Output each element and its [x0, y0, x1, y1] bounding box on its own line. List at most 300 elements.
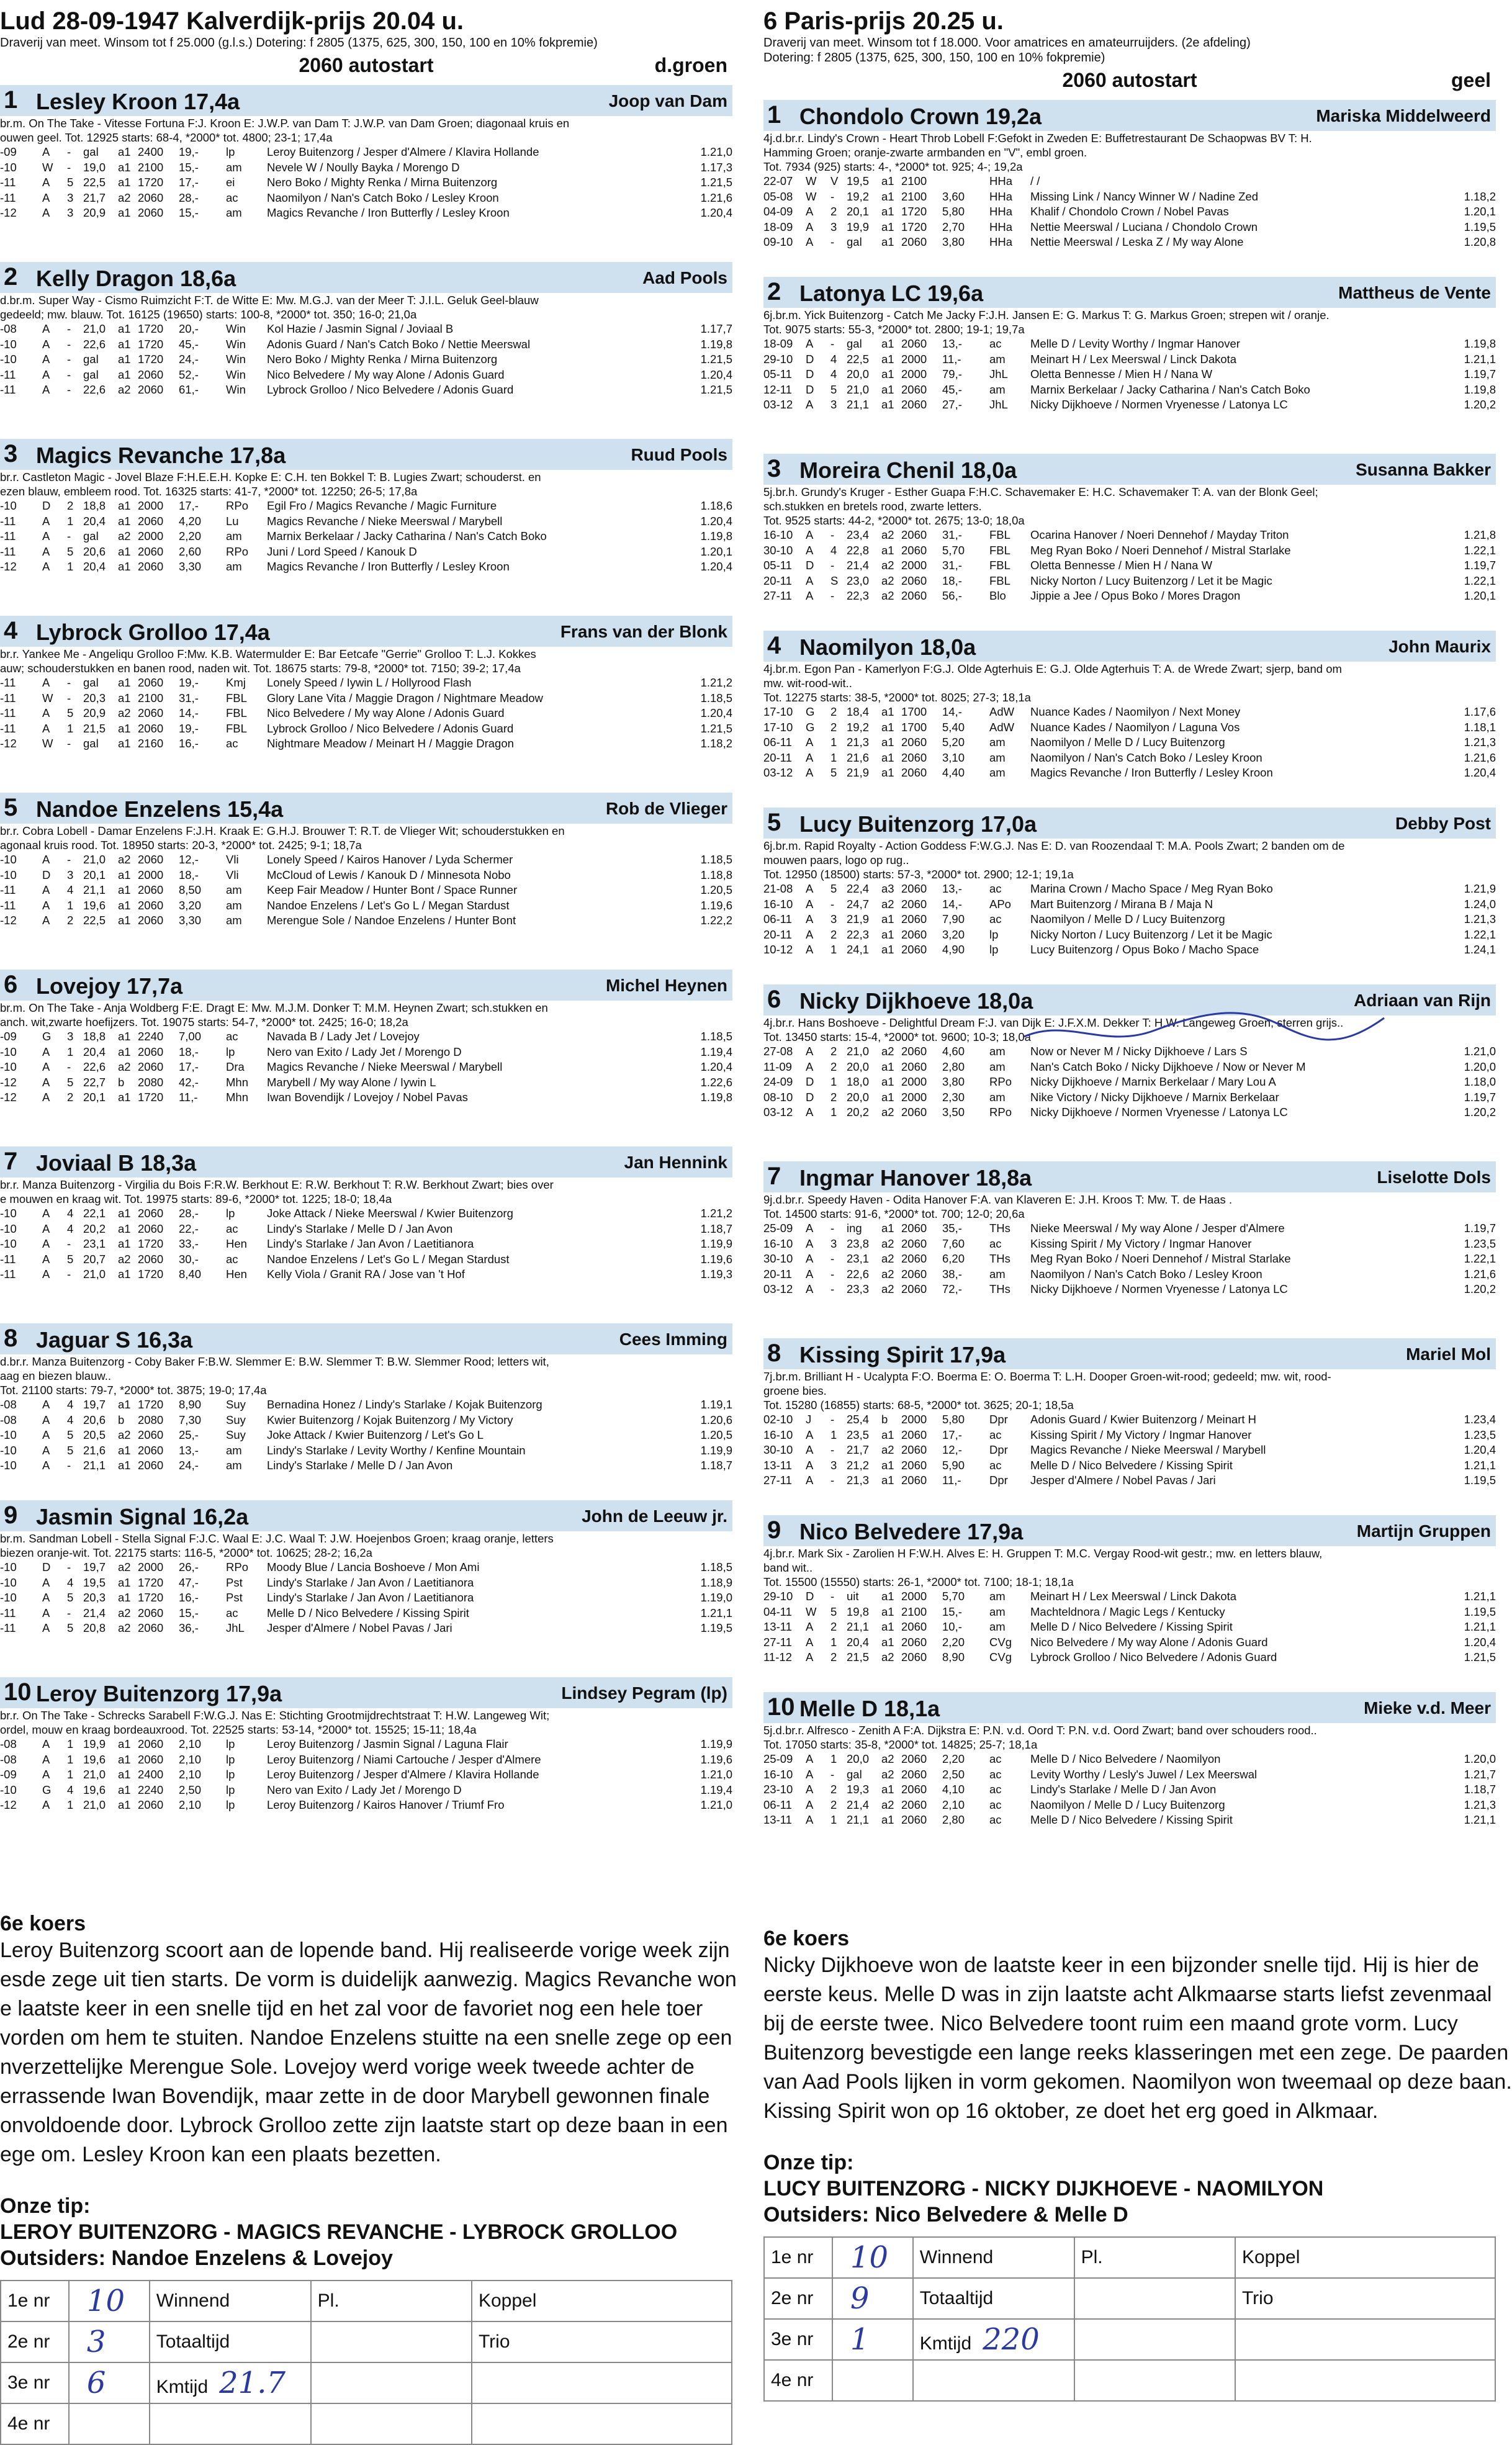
track: D [42, 1560, 51, 1574]
track: D [42, 499, 51, 512]
start-number: 1 [767, 101, 781, 128]
track: A [806, 1650, 814, 1664]
row-label: 2e nr [771, 2288, 814, 2308]
result-row [763, 336, 1496, 352]
time: 22,8 [847, 543, 870, 557]
result-row [0, 1428, 732, 1443]
form-cell[interactable] [764, 2360, 832, 2401]
odds: 15,- [179, 206, 199, 219]
place: - [830, 1222, 835, 1235]
result-row [0, 1236, 732, 1252]
distance: 2060 [138, 544, 164, 558]
result-row [0, 1222, 732, 1237]
race-date: -11 [0, 544, 16, 558]
form-cell[interactable] [1235, 2360, 1495, 2401]
time: 21,1 [847, 1813, 870, 1826]
driver: ac [226, 191, 238, 204]
driver: am [989, 766, 1006, 779]
place: - [67, 691, 71, 705]
finish-time: 1.23,4 [1464, 1413, 1496, 1426]
race-date: 16-10 [763, 1428, 793, 1441]
distance: 2060 [901, 1783, 927, 1796]
time: 19,6 [83, 1752, 106, 1766]
race-date: 27-08 [763, 1045, 793, 1058]
track: A [42, 1428, 50, 1441]
horse-info: band wit.. [763, 1561, 813, 1574]
track: A [42, 560, 50, 573]
horse-info: br.r. Manza Buitenzorg - Virgilia du Bois F:R.W. Berkhout E: R.W. Berkhout T: R.W. Berkhout Zwart; bies over [0, 1178, 554, 1191]
horse-info: anch. wit,zwarte hoefijzers. Tot. 19075 starts: 54-7, *2000* tot. 2425; 16-0; 18,2a [0, 1015, 408, 1029]
handwritten-number: 9 [850, 2281, 870, 2316]
track: A [42, 1045, 50, 1058]
track: D [806, 352, 814, 366]
result-row [0, 1621, 732, 1636]
race-date: 06-11 [763, 912, 792, 925]
distance: 1700 [901, 705, 927, 718]
time: 19,5 [847, 174, 870, 187]
place: 2 [830, 720, 837, 734]
result-row [0, 1413, 732, 1428]
form-cell[interactable] [1074, 2360, 1235, 2401]
odds: 4,60 [942, 1045, 965, 1058]
finish-time: 1.20,4 [1464, 766, 1496, 779]
result-row [763, 204, 1496, 220]
race-date: -10 [0, 1783, 17, 1796]
time: 22,6 [83, 383, 106, 396]
start-number: 1 [4, 86, 18, 114]
time: 21,3 [847, 1474, 870, 1487]
odds: 36,- [179, 1621, 199, 1634]
race-date: 20-11 [763, 750, 792, 764]
odds: 3,20 [179, 898, 202, 912]
form-cell[interactable] [150, 2362, 311, 2403]
start-mode: a1 [118, 1030, 131, 1043]
form-cell[interactable] [1235, 2278, 1495, 2319]
race-date: 16-10 [763, 528, 793, 541]
result-row [763, 235, 1496, 250]
result-row [763, 367, 1496, 382]
start-mode: a1 [118, 322, 131, 335]
odds: 4,10 [942, 1783, 965, 1796]
form-cell[interactable] [472, 2321, 732, 2362]
start-number: 3 [767, 455, 781, 482]
distance: 2060 [901, 1635, 927, 1649]
result: Marnix Berkelaar / Jacky Catharina / Nan's Catch Boko [1030, 382, 1310, 396]
driver: ac [226, 737, 238, 750]
horse-info: ordel, mouw en kraag bordeauxrood. Tot. 22525 starts: 53-14, *2000* tot. 15525; 15-11; 18,4a [0, 1723, 477, 1736]
race-conditions: Draverij van meet. Winsom tot f 18.000. Voor amatrices en amateurruijders. (2e afdeling) [763, 36, 1251, 50]
finish-time: 1.20,0 [1464, 1752, 1496, 1765]
result-row [763, 765, 1496, 781]
track: A [806, 1813, 814, 1826]
track: W [806, 174, 817, 187]
start-mode: a1 [118, 737, 131, 750]
result-row [763, 881, 1496, 897]
form-cell[interactable] [150, 2403, 311, 2444]
time: 20,1 [847, 205, 870, 218]
driver: Dpr [989, 1443, 1008, 1456]
preview-text: ege om. Lesley Kroon kan een plaats bezetten. [0, 2143, 441, 2166]
driver: ac [226, 1222, 238, 1235]
form-cell[interactable] [1, 2281, 69, 2321]
distance: 2060 [901, 1752, 927, 1765]
finish-time: 1.20,4 [700, 206, 732, 219]
result: Oletta Bennesse / Mien H / Nana W [1030, 559, 1213, 572]
distance: 2000 [901, 1075, 927, 1088]
finish-time: 1.19,5 [1464, 1605, 1496, 1618]
odds: 5,70 [942, 1590, 965, 1603]
form-cell[interactable] [69, 2321, 150, 2362]
trainer-name: Jan Hennink [624, 1153, 727, 1172]
time: 20,9 [83, 706, 106, 719]
row-label: 2e nr [7, 2331, 50, 2352]
form-cell[interactable] [1235, 2237, 1495, 2278]
form-cell[interactable] [150, 2281, 311, 2321]
track: A [42, 514, 50, 528]
trainer-name: Frans van der Blonk [560, 622, 727, 641]
time: 19,2 [847, 189, 870, 203]
track: A [806, 1620, 814, 1633]
driver: CVg [989, 1650, 1012, 1664]
time: 21,0 [83, 322, 106, 335]
bet-label: Kmtijd [919, 2333, 972, 2354]
track: A [806, 882, 814, 895]
result: Iwan Bovendijk / Lovejoy / Nobel Pavas [267, 1091, 468, 1104]
form-cell[interactable] [764, 2237, 832, 2278]
form-cell[interactable] [764, 2319, 832, 2360]
horse-header [0, 1500, 732, 1531]
form-cell[interactable] [472, 2362, 732, 2403]
result: Bernadina Honez / Lindy's Starlake / Kojak Buitenzorg [267, 1398, 542, 1411]
horse-entry [0, 85, 732, 257]
track: A [806, 1267, 814, 1281]
finish-time: 1.18,5 [700, 1560, 732, 1574]
finish-time: 1.20,8 [1464, 235, 1496, 248]
finish-time: 1.20,1 [1464, 589, 1496, 602]
horse-name: Latonya LC 19,6a [799, 281, 984, 306]
time: 21,9 [847, 912, 870, 925]
form-cell[interactable] [69, 2403, 150, 2444]
track: A [806, 1045, 814, 1058]
race-date: -12 [0, 737, 17, 750]
horse-header [763, 1161, 1496, 1192]
distance: 2060 [138, 1798, 164, 1811]
race-date: -12 [0, 1091, 17, 1104]
race-conditions: Draverij van meet. Winsom tot f 25.000 (g.l.s.) Dotering: f 2805 (1375, 625, 300, 150, 100 en 10% fokpremie) [0, 36, 598, 50]
start-mode: a1 [118, 176, 131, 189]
horse-info: Tot. 21100 starts: 79-7, *2000* tot. 3875; 19-0; 17,4a [0, 1384, 267, 1397]
form-cell[interactable] [311, 2362, 472, 2403]
time: 19,9 [847, 220, 870, 233]
place: - [830, 1590, 835, 1603]
place: - [830, 1443, 835, 1456]
place: 2 [67, 499, 74, 512]
horse-name: Joviaal B 18,3a [36, 1150, 197, 1176]
result: Ocarina Hanover / Noeri Dennehof / Mayday Triton [1030, 528, 1289, 541]
race-date: 30-10 [763, 1443, 793, 1456]
result-row [763, 1458, 1496, 1474]
finish-time: 1.24,1 [1464, 943, 1496, 956]
result: Magics Revanche / Nieke Meerswal / Marybell [1030, 1443, 1266, 1456]
finish-time: 1.21,0 [1464, 1045, 1496, 1058]
driver: FBL [226, 691, 247, 705]
start-mode: a1 [881, 1060, 894, 1073]
form-cell[interactable] [69, 2281, 150, 2321]
start-mode: a2 [881, 897, 894, 911]
form-cell[interactable] [832, 2237, 913, 2278]
distance: 2060 [901, 543, 927, 557]
form-cell[interactable] [913, 2319, 1074, 2360]
form-cell[interactable] [913, 2278, 1074, 2319]
driver: lp [226, 145, 235, 158]
race-conditions: Dotering: f 2805 (1375, 625, 300, 150, 100 en 10% fokpremie) [763, 51, 1105, 65]
result-row [0, 913, 732, 929]
finish-time [1440, 174, 1496, 189]
result-row [763, 897, 1496, 912]
time: 18,4 [847, 705, 870, 718]
place: 3 [830, 912, 837, 925]
distance: 2060 [138, 1222, 164, 1235]
distance: 2060 [901, 1443, 927, 1456]
place: - [830, 1474, 835, 1487]
form-cell[interactable] [311, 2281, 472, 2321]
result: Navada B / Lady Jet / Lovejoy [267, 1030, 420, 1043]
time: 23,8 [847, 1236, 870, 1250]
odds: 2,20 [942, 1752, 965, 1765]
driver: Pst [226, 1591, 243, 1604]
race-date: -11 [0, 706, 16, 719]
driver: ac [989, 1458, 1002, 1472]
track: A [806, 398, 814, 411]
time: 20,9 [83, 206, 106, 219]
distance: 2060 [901, 382, 927, 396]
driver: Suy [226, 1398, 246, 1411]
track: A [42, 1060, 50, 1073]
horse-name: Ingmar Hanover 18,8a [799, 1165, 1032, 1191]
place: 5 [67, 176, 74, 189]
driver: am [989, 750, 1006, 764]
result-row [763, 1074, 1496, 1090]
odds: 42,- [179, 1075, 199, 1089]
form-cell[interactable] [1, 2321, 69, 2362]
form-cell[interactable] [764, 2278, 832, 2319]
place: - [67, 529, 71, 543]
race-title: Lud 28-09-1947 Kalverdijk-prijs 20.04 u. [0, 7, 464, 35]
horse-info: br.m. On The Take - Anja Woldberg F:E. Dragt E: Mw. M.J.M. Donker T: M.M. Heynen Zwart; sch.stukken en [0, 1001, 548, 1014]
form-cell[interactable] [311, 2403, 472, 2444]
odds: 2,80 [942, 1813, 965, 1826]
form-cell[interactable] [311, 2321, 472, 2362]
start-mode: a1 [881, 1635, 894, 1649]
form-cell[interactable] [472, 2403, 732, 2444]
track: A [42, 1752, 50, 1766]
bet-label: Winnend [919, 2247, 994, 2267]
odds: 7,90 [942, 912, 965, 925]
time: 19,5 [83, 1575, 106, 1589]
odds: 3,80 [942, 1075, 965, 1088]
result-row [0, 898, 732, 914]
driver: lp [226, 1045, 235, 1058]
finish-time: 1.20,2 [1464, 398, 1496, 411]
distance: 1720 [138, 322, 164, 335]
driver: RPo [226, 1560, 248, 1574]
horse-entry [0, 616, 732, 788]
result-row [763, 558, 1496, 574]
distance: 2400 [138, 145, 164, 158]
result: Melle D / Nico Belvedere / Kissing Spirit [267, 1606, 469, 1619]
track: A [42, 1621, 50, 1634]
form-cell[interactable] [150, 2321, 311, 2362]
result-row [763, 1282, 1496, 1297]
time: gal [83, 145, 99, 158]
finish-time: 1.19,0 [700, 1591, 732, 1604]
result-row [0, 559, 732, 575]
horse-info: Tot. 14500 starts: 91-6, *2000* tot. 700; 12-0; 20,6a [763, 1207, 1025, 1220]
handwritten-number: 6 [86, 2366, 106, 2400]
form-cell[interactable] [1, 2362, 69, 2403]
result-row [763, 189, 1496, 205]
result: Lindy's Starlake / Melle D / Jan Avon [267, 1222, 453, 1235]
start-mode: a1 [118, 676, 131, 689]
place: - [830, 1282, 835, 1295]
start-number: 10 [4, 1678, 32, 1706]
start-mode: a2 [881, 1236, 894, 1250]
result: Lindy's Starlake / Jan Avon / Laetitianora [267, 1237, 474, 1250]
result: Missing Link / Nancy Winner W / Nadine Zed [1030, 189, 1259, 203]
start-mode: a1 [881, 220, 894, 233]
race-date: -09 [0, 145, 17, 158]
form-cell[interactable] [913, 2237, 1074, 2278]
time: 25,4 [847, 1413, 870, 1426]
time: 23,0 [847, 574, 870, 587]
track: A [806, 1222, 814, 1235]
time: 21,4 [847, 1798, 870, 1811]
result: Leroy Buitenzorg / Jesper d'Almere / Klavira Hollande [267, 1768, 539, 1781]
place: 3 [830, 220, 837, 233]
trainer-name: Rob de Vlieger [605, 799, 727, 818]
form-cell[interactable] [1074, 2319, 1235, 2360]
distance: 2060 [138, 721, 164, 735]
place: 1 [67, 1045, 74, 1058]
track: D [806, 1090, 814, 1104]
form-cell[interactable] [1074, 2237, 1235, 2278]
bet-label: Trio [478, 2331, 510, 2352]
time: 20,0 [847, 367, 870, 380]
distance: 2060 [138, 676, 164, 689]
horse-entry [0, 262, 732, 434]
odds: 18,- [942, 574, 962, 587]
result: Lucy Buitenzorg / Opus Boko / Macho Space [1030, 943, 1259, 956]
result-row [0, 367, 732, 383]
form-cell[interactable] [832, 2278, 913, 2319]
distance: 2000 [901, 1590, 927, 1603]
horse-name: Nico Belvedere 17,9a [799, 1519, 1024, 1544]
row-label: 3e nr [771, 2329, 814, 2349]
horse-info: Tot. 15500 (15550) starts: 26-1, *2000* tot. 7100; 18-1; 18,1a [763, 1575, 1074, 1588]
bet-label: Koppel [478, 2290, 537, 2311]
race-date: 29-10 [763, 352, 793, 366]
race-date: -10 [0, 1560, 17, 1574]
horse-name: Kissing Spirit 17,9a [799, 1342, 1006, 1367]
form-cell[interactable] [832, 2319, 913, 2360]
form-cell[interactable] [832, 2360, 913, 2401]
race-date: -10 [0, 1207, 17, 1220]
horse-header [0, 262, 732, 293]
start-mode: a1 [881, 750, 894, 764]
start-line [763, 66, 1496, 95]
odds: 3,80 [942, 235, 965, 248]
form-cell[interactable] [69, 2362, 150, 2403]
place: 3 [67, 191, 74, 204]
result: Meinart H / Lex Meerswal / Linck Dakota [1030, 352, 1237, 366]
race-date: 27-11 [763, 1635, 792, 1649]
result-row [763, 1605, 1496, 1620]
finish-time: 1.21,1 [1464, 1813, 1496, 1826]
result: Joke Attack / Kwier Buitenzorg / Let's Go L [267, 1428, 484, 1441]
horse-info: sch.stukken en bretels rood, zwarte letters. [763, 500, 982, 513]
result: Nandoe Enzelens / Let's Go L / Megan Stardust [267, 1252, 510, 1266]
time: 20,0 [847, 1752, 870, 1765]
distance: 2060 [138, 367, 164, 381]
race-date: -09 [0, 1768, 17, 1781]
driver: Suy [226, 1428, 246, 1441]
driver: CVg [989, 1635, 1012, 1649]
form-cell[interactable] [913, 2360, 1074, 2401]
form-cell[interactable] [472, 2281, 732, 2321]
result-row [0, 1783, 732, 1798]
place: - [830, 1413, 835, 1426]
start-mode: a2 [118, 529, 131, 543]
form-cell[interactable] [1235, 2319, 1495, 2360]
odds: 19,- [179, 676, 199, 689]
place: 5 [67, 1252, 74, 1266]
track: A [806, 766, 814, 779]
track: A [806, 1105, 814, 1119]
result: Oletta Bennesse / Mien H / Nana W [1030, 367, 1213, 380]
place: - [67, 1060, 71, 1073]
race-date: -10 [0, 868, 17, 881]
driver: Dpr [989, 1413, 1008, 1426]
start-mode: a1 [881, 543, 894, 557]
horse-info: e mouwen en kraag wit. Tot. 19975 starts: 89-6, *2000* tot. 1225; 18-0; 18,4a [0, 1192, 392, 1205]
horse-info: Tot. 17050 starts: 35-8, *2000* tot. 14825; 25-7; 18,1a [763, 1738, 1038, 1751]
result-row [763, 942, 1496, 958]
tip-heading: Onze tip: [763, 2151, 854, 2174]
race-date: 10-12 [763, 943, 793, 956]
start-number: 3 [4, 440, 18, 467]
row-label: 1e nr [7, 2290, 50, 2311]
tip-picks: LUCY BUITENZORG - NICKY DIJKHOEVE - NAOMILYON [763, 2177, 1324, 2200]
start-mode: a1 [881, 352, 894, 366]
race-date: 16-10 [763, 1767, 793, 1781]
driver: Hen [226, 1268, 247, 1281]
result-row [0, 175, 732, 191]
race-date: 13-11 [763, 1458, 792, 1472]
track: A [42, 1207, 50, 1220]
preview-text: onvoldoende door. Lybrock Grolloo zette zijn laatste start op deze baan in een [0, 2114, 728, 2137]
form-row [764, 2360, 1495, 2401]
form-cell[interactable] [1074, 2278, 1235, 2319]
result-row [763, 1798, 1496, 1813]
betting-form [0, 2280, 732, 2445]
place: 5 [67, 1443, 74, 1457]
form-cell[interactable] [1, 2403, 69, 2444]
result-row [763, 1443, 1496, 1458]
driver: RPo [989, 1105, 1012, 1119]
start-mode: a2 [881, 1767, 894, 1781]
trainer-name: Liselotte Dols [1377, 1168, 1491, 1187]
start-number: 9 [767, 1516, 781, 1544]
